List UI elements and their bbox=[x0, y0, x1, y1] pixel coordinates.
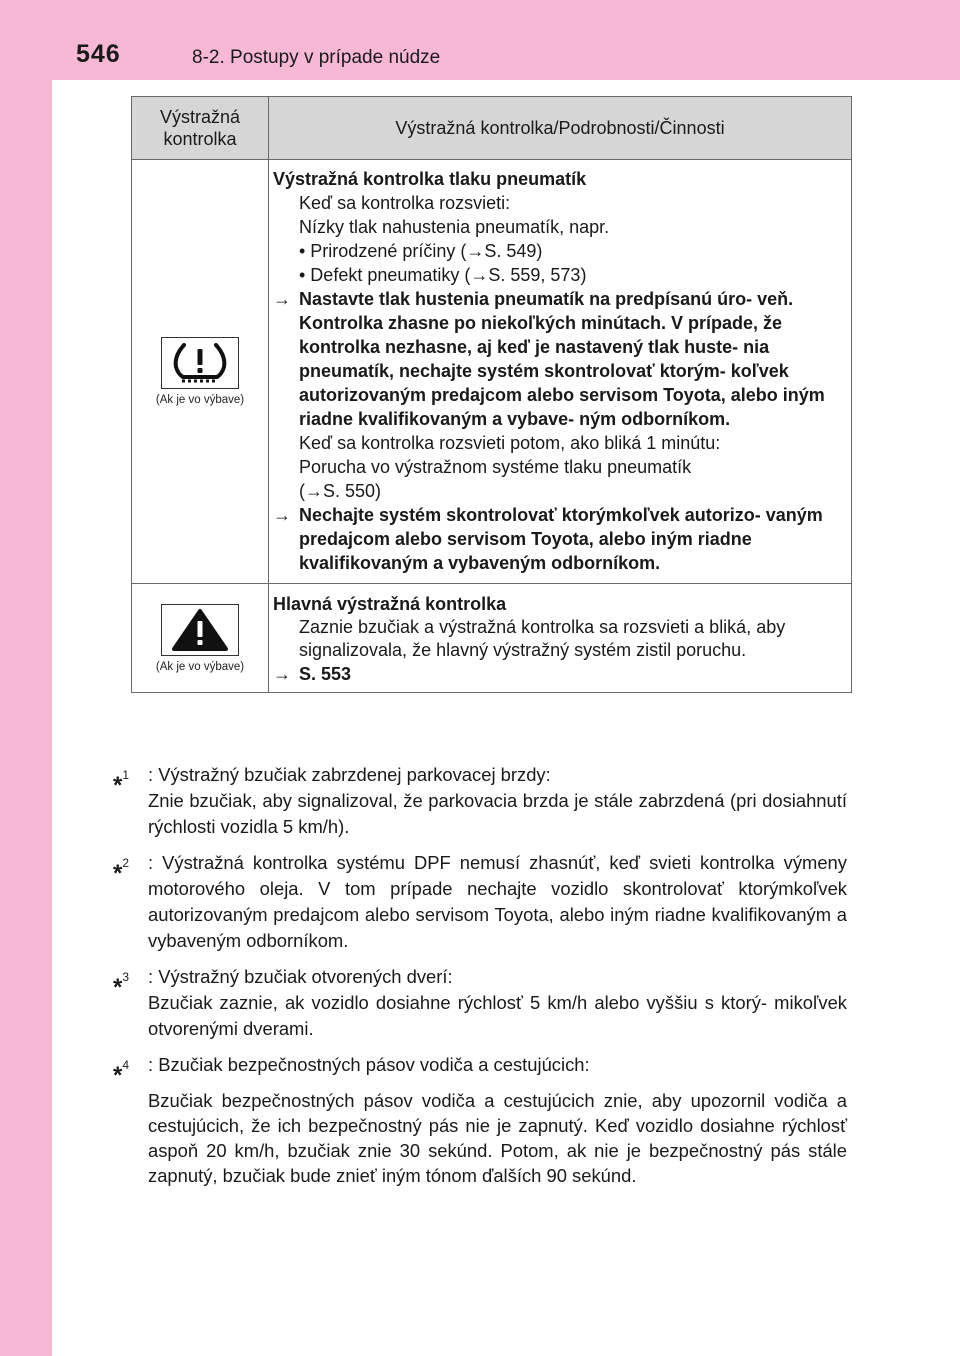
condition-text: Keď sa kontrolka rozsvieti potom, ako bliká 1 minútu: bbox=[299, 433, 721, 453]
table-header-light bbox=[132, 97, 269, 160]
table-row bbox=[132, 584, 852, 693]
icon-cell bbox=[132, 160, 269, 584]
page-number: 546 bbox=[76, 40, 121, 68]
section-title: 8-2. Postupy v prípade núdze bbox=[192, 47, 441, 68]
row-title: Výstražná kontrolka tlaku pneumatík bbox=[273, 169, 587, 189]
footnote-lead: : Výstražná kontrolka systému DPF nemusí zhasnúť, keď svieti kontrolka výmeny motorového oleja. V tom prípade nechajte vozidlo skontrolovať ktorýmkoľvek autorizovaným predajcom alebo servisom Toyota, alebo iným riadne kvalifikovaným a vybaveným odborníkom. bbox=[148, 852, 847, 951]
arrow-icon: → bbox=[273, 505, 291, 525]
details-cell bbox=[269, 160, 852, 584]
footnote-lead: : Bzučiak bezpečnostných pásov vodiča a cestujúcich: bbox=[148, 1054, 590, 1075]
footnote-lead: : Výstražný bzučiak zabrzdenej parkovacej brzdy: bbox=[148, 764, 551, 785]
footnote bbox=[113, 850, 847, 954]
description-text: Zaznie bzučiak a výstražná kontrolka sa rozsvieti a bliká, aby signalizovala, že hlavný výstražný systém zistil poruchu. bbox=[299, 617, 786, 660]
table-row bbox=[132, 160, 852, 584]
bullet-item: • Defekt pneumatiky (→S. 559, 573) bbox=[299, 265, 587, 285]
action-text bbox=[273, 662, 851, 686]
footnote-body: Bzučiak zaznie, ak vozidlo dosiahne rýchlosť 5 km/h alebo vyššiu s ktorý- mikoľvek otvorenými dverami. bbox=[148, 992, 847, 1039]
condition-text: Keď sa kontrolka rozsvieti: bbox=[299, 193, 511, 213]
cause-text: Nízky tlak nahustenia pneumatík, napr. bbox=[299, 217, 610, 237]
cause-text: Porucha vo výstražnom systéme tlaku pneumatík bbox=[299, 457, 692, 477]
page-reference: (→S. 550) bbox=[299, 481, 382, 501]
bullet-item: • Prirodzené príčiny (→S. 549) bbox=[299, 241, 543, 261]
footnote bbox=[113, 964, 847, 1042]
footnote-marker: *$^1$ bbox=[113, 768, 130, 799]
action-text bbox=[273, 503, 851, 575]
page-header bbox=[0, 0, 960, 80]
footnote-lead: : Výstražný bzučiak otvorených dverí: bbox=[148, 966, 453, 987]
footnote-marker: *$^2$ bbox=[113, 856, 130, 887]
arrow-icon: → bbox=[273, 289, 291, 309]
footnote-body: Bzučiak bezpečnostných pásov vodiča a cestujúcich znie, aby upozornil vodiča a cestujúcich, že ich bezpečnostný pás nie je zapnutý. Keď vozidlo dosiahne rýchlosť aspoň 20 km/h, bzučiak znie 30 sekúnd. Potom, ak nie je bezpečnostný pás stále zapnutý, bzučiak bude znieť iným tónom ďalších 90 sekúnd. bbox=[148, 1090, 847, 1186]
action-label: Nechajte systém skontrolovať ktorýmkoľvek autorizo- vaným predajcom alebo servisom Toyota, alebo iným riadne kvalifikovaným a vybaveným odborníkom. bbox=[299, 505, 823, 573]
footnote bbox=[113, 762, 847, 840]
table-header-row bbox=[132, 97, 852, 160]
action-detail-text: Kontrolka zhasne po niekoľkých minútach. V prípade, že kontrolka nezhasne, aj keď je nastavený tlak huste- nia pneumatík, nechajte systém skontrolovať ktorým- koľvek autorizovaným predajcom alebo servisom Toyota, alebo iným riadne kvalifikovaným a vybave- ným odborníkom. bbox=[299, 313, 825, 429]
side-stripe bbox=[0, 0, 52, 1356]
footnote-body: Znie bzučiak, aby signalizoval, že parkovacia brzda je stále zabrzdená (pri dosiahnutí rýchlosti vozidla 5 km/h). bbox=[148, 790, 847, 837]
icon-cell bbox=[132, 584, 269, 693]
table-header-details: Výstražná kontrolka/Podrobnosti/Činnosti bbox=[269, 97, 852, 160]
page-reference: S. 553 bbox=[299, 664, 352, 684]
warning-light-table bbox=[131, 96, 852, 693]
master-warning-icon bbox=[161, 604, 239, 656]
action-label: Nastavte tlak hustenia pneumatík na predpísanú úro- veň. bbox=[299, 289, 794, 309]
icon-caption: (Ak je vo výbave) bbox=[155, 394, 245, 406]
icon-caption: (Ak je vo výbave) bbox=[155, 660, 245, 673]
details-cell bbox=[269, 584, 852, 693]
action-text bbox=[273, 287, 851, 311]
footnote-marker: *$^3$ bbox=[113, 970, 130, 1001]
footnotes bbox=[113, 762, 847, 1198]
footnote-marker: *$^4$ bbox=[113, 1058, 130, 1089]
arrow-icon: → bbox=[273, 664, 291, 684]
row-title: Hlavná výstražná kontrolka bbox=[273, 594, 507, 614]
table-header-light-label: Výstražná kontrolka bbox=[159, 107, 241, 149]
tire-pressure-warning-icon bbox=[161, 337, 239, 389]
footnote bbox=[113, 1052, 847, 1188]
